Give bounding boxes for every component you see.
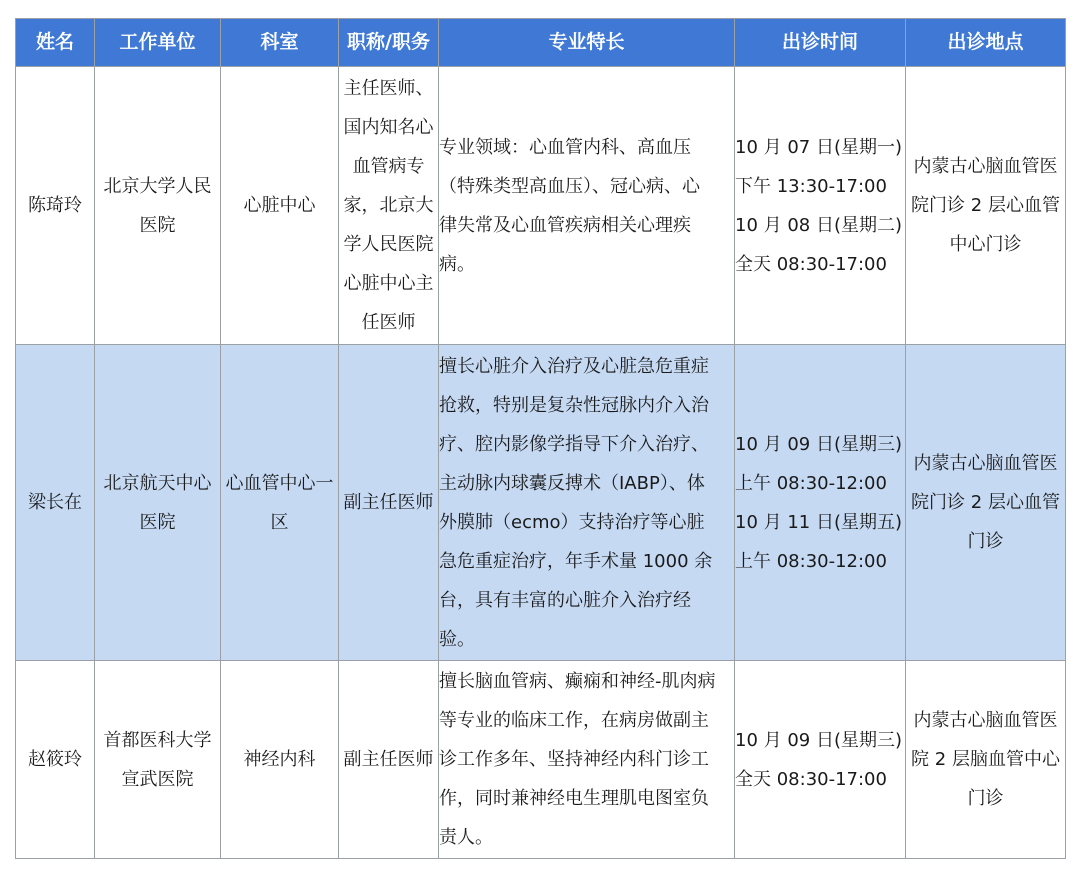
clinic-location: 内蒙古心脑血管医 院门诊 2 层心血管 门诊 [906, 345, 1066, 661]
department: 心血管中心一 区 [221, 345, 339, 661]
specialty: 擅长脑血管病、癫痫和神经-肌肉病 等专业的临床工作，在病房做副主 诊工作多年、坚持神经内科门诊工 作，同时兼神经电生理肌电图室负 责人。 [439, 661, 735, 859]
doctor-name: 赵筱玲 [16, 661, 95, 859]
work-unit: 首都医科大学 宣武医院 [95, 661, 221, 859]
header-name: 姓名 [16, 19, 95, 67]
job-title: 副主任医师 [339, 345, 439, 661]
job-title: 主任医师、 国内知名心 血管病专 家，北京大 学人民医院 心脏中心主 任医师 [339, 67, 439, 345]
doctor-name: 梁长在 [16, 345, 95, 661]
table-header-row [16, 19, 1066, 67]
clinic-time: 10 月 09 日(星期三) 全天 08:30-17:00 [735, 661, 906, 859]
header-location: 出诊地点 [906, 19, 1066, 67]
department: 神经内科 [221, 661, 339, 859]
header-time: 出诊时间 [735, 19, 906, 67]
header-unit: 工作单位 [95, 19, 221, 67]
work-unit: 北京航天中心 医院 [95, 345, 221, 661]
header-title: 职称/职务 [339, 19, 439, 67]
job-title: 副主任医师 [339, 661, 439, 859]
specialty: 擅长心脏介入治疗及心脏急危重症 抢救，特别是复杂性冠脉内介入治 疗、腔内影像学指导下介入治疗、 主动脉内球囊反搏术（IABP）、体 外膜肺（ecmo）支持治疗等心脏 急危重症治疗，年手术量 1000 余 台，具有丰富的心脏介入治疗经 验。 [439, 345, 735, 661]
schedule-table-wrapper [15, 18, 1066, 859]
work-unit: 北京大学人民 医院 [95, 67, 221, 345]
clinic-location: 内蒙古心脑血管医 院 2 层脑血管中心 门诊 [906, 661, 1066, 859]
table-row [16, 661, 1066, 859]
doctor-schedule-table [15, 18, 1066, 859]
clinic-location: 内蒙古心脑血管医 院门诊 2 层心血管 中心门诊 [906, 67, 1066, 345]
department: 心脏中心 [221, 67, 339, 345]
table-row [16, 345, 1066, 661]
clinic-time: 10 月 09 日(星期三) 上午 08:30-12:00 10 月 11 日(星期五) 上午 08:30-12:00 [735, 345, 906, 661]
header-dept: 科室 [221, 19, 339, 67]
specialty: 专业领域：心血管内科、高血压 （特殊类型高血压）、冠心病、心 律失常及心血管疾病相关心理疾 病。 [439, 67, 735, 345]
doctor-name: 陈琦玲 [16, 67, 95, 345]
header-specialty: 专业特长 [439, 19, 735, 67]
clinic-time: 10 月 07 日(星期一) 下午 13:30-17:00 10 月 08 日(星期二) 全天 08:30-17:00 [735, 67, 906, 345]
table-row [16, 67, 1066, 345]
